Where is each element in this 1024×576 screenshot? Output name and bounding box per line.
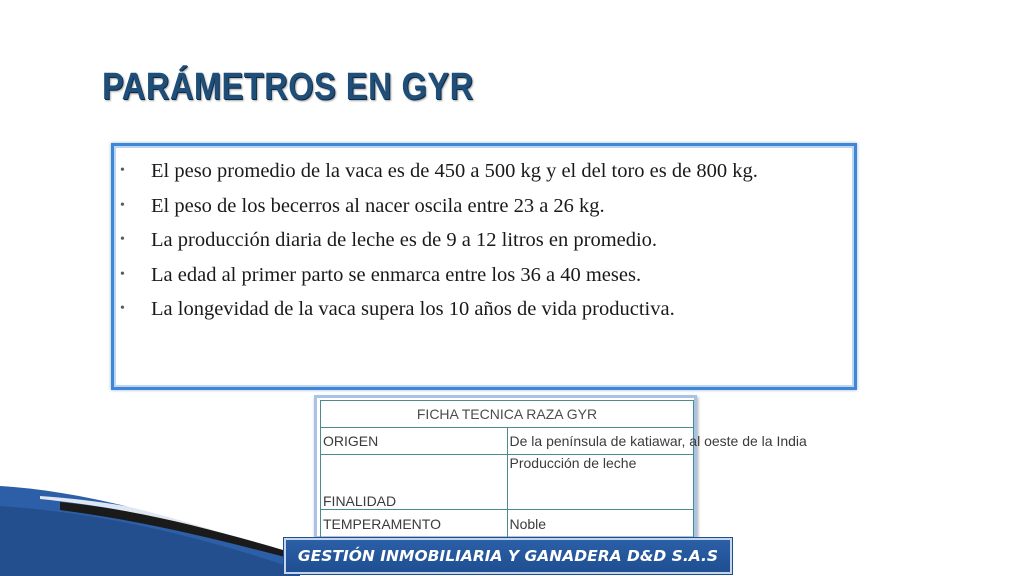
table-row xyxy=(321,428,694,455)
table-cell-value: De la península de katiawar, al oeste de la India xyxy=(507,428,694,455)
bullet-text: El peso de los becerros al nacer oscila entre 23 a 26 kg. xyxy=(151,194,605,217)
bullet-item xyxy=(114,223,854,258)
table-cell-value: Producción de leche xyxy=(507,455,694,510)
table-header: FICHA TECNICA RAZA GYR xyxy=(321,401,694,428)
bullet-list xyxy=(114,146,854,327)
tech-sheet-table xyxy=(320,400,807,538)
table-header-row xyxy=(321,401,694,428)
bullet-box xyxy=(111,143,857,390)
bullet-text: La longevidad de la vaca supera los 10 años de vida productiva. xyxy=(151,298,675,320)
tech-sheet-table-image xyxy=(314,395,807,539)
bullet-dot-icon: • xyxy=(120,163,125,178)
table-row xyxy=(321,510,694,538)
decorative-swoosh xyxy=(0,470,300,576)
bullet-text: El peso promedio de la vaca es de 450 a 500 kg y el del toro es de 800 kg. xyxy=(151,160,758,182)
table-row xyxy=(321,455,694,510)
bullet-dot-icon: • xyxy=(120,301,125,316)
table-cell-label: FINALIDAD xyxy=(321,455,508,510)
bullet-item xyxy=(114,258,854,293)
bullet-text: La edad al primer parto se enmarca entre los 36 a 40 meses. xyxy=(151,263,642,286)
footer-banner xyxy=(284,538,732,574)
bullet-text: La producción diaria de leche es de 9 a 12 litros en promedio. xyxy=(151,229,658,251)
bullet-dot-icon: • xyxy=(120,197,125,213)
bullet-dot-icon: • xyxy=(120,266,125,282)
bullet-item xyxy=(114,189,854,224)
slide-title: PARÁMETROS EN GYR xyxy=(102,66,474,108)
table-cell-label: TEMPERAMENTO xyxy=(321,510,508,538)
table-cell-value: Noble xyxy=(507,510,694,538)
bullet-item xyxy=(114,154,854,189)
table-cell-label: ORIGEN xyxy=(321,428,508,455)
bullet-item xyxy=(114,292,854,327)
footer-text: GESTIÓN INMOBILIARIA Y GANADERA D&D S.A.S xyxy=(297,547,719,565)
bullet-dot-icon: • xyxy=(120,232,125,247)
